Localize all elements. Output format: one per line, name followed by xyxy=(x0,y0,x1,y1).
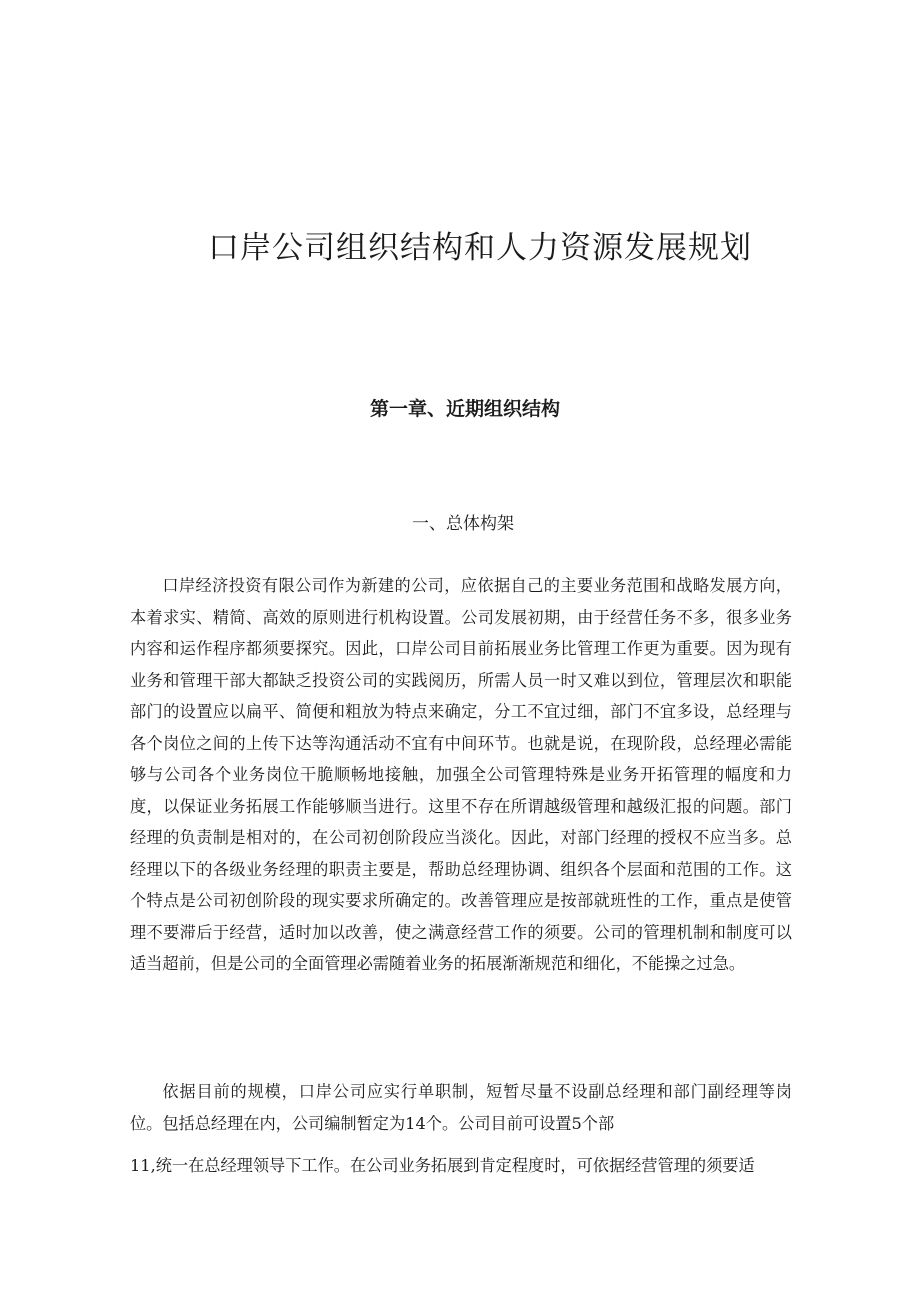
section-title: 一、总体构架 xyxy=(412,514,514,534)
document-title: 口岸公司组织结构和人力资源发展规划 xyxy=(208,230,752,266)
body-paragraph: 11,统一在总经理领导下工作。在公司业务拓展到肯定程度时，可依据经营管理的须要适 xyxy=(130,1156,755,1175)
body-paragraph: 口岸经济投资有限公司作为新建的公司，应依据自己的主要业务范围和战略发展方向，本着求实、精简、高效的原则进行机构设置。公司发展初期，由于经营任务不多，很多业务内容和运作程序都须要探究。因此，口岸公司目前拓展业务比管理工作更为重要。因为现有业务和管理干部大都缺乏投资公司的实践阅历，所需人员一时又难以到位，管理层次和职能部门的设置应以扁平、简便和粗放为特点来确定，分工不宜过细，部门不宜多设，总经理与各个岗位之间的上传下达等沟通活动不宜有中间环节。也就是说，在现阶段，总经理必需能够与公司各个业务岗位干脆顺畅地接触，加强全公司管理特殊是业务开拓管理的幅度和力度，以保证业务拓展工作能够顺当进行。这里不存在所谓越级管理和越级汇报的问题。部门经理的负责制是相对的，在公司初创阶段应当淡化。因此，对部门经理的授权不应当多。总经理以下的各级业务经理的职责主要是，帮助总经理协调、组织各个层面和范围的工作。这个特点是公司初创阶段的现实要求所确定的。改善管理应是按部就班性的工作，重点是使管理不要滞后于经营，适时加以改善，使之满意经营工作的须要。公司的管理机制和制度可以适当超前，但是公司的全面管理必需随着业务的拓展渐渐规范和细化，不能操之过急。 xyxy=(130,576,792,973)
chapter-title: 第一章、近期组织结构 xyxy=(369,398,560,420)
body-paragraph: 依据目前的规模，口岸公司应实行单职制，短暂尽量不设副总经理和部门副经理等岗位。包括总经理在内，公司编制暂定为14个。公司目前可设置5个部 xyxy=(130,1082,792,1133)
